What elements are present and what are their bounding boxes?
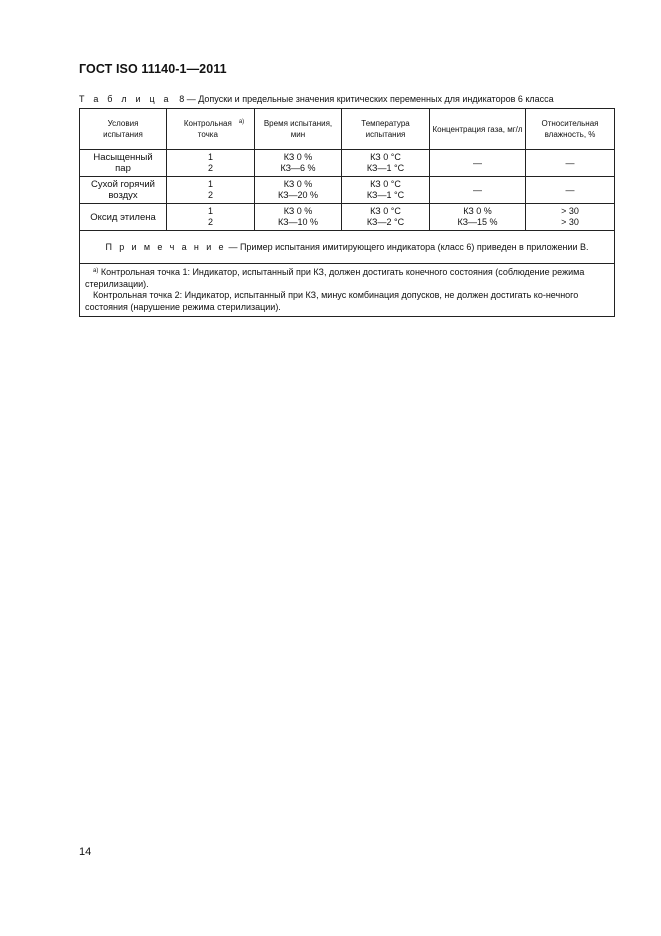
note-text: — Пример испытания имитирующего индикатора (класс 6) приведен в приложении В.	[228, 241, 589, 252]
cell-condition-text: Сухой горячий воздух	[91, 179, 155, 201]
cell-temperature: КЗ 0 °С КЗ—1 °С	[342, 150, 430, 177]
table-note	[85, 242, 609, 253]
table-row	[80, 204, 615, 231]
cell-condition: Оксид этилена	[80, 204, 167, 231]
cell-condition	[80, 177, 167, 204]
col-header-control-point-label: Контрольная точка	[183, 119, 232, 139]
table-header-row	[80, 109, 615, 150]
col-header-conditions-label: Условия испытания	[103, 119, 143, 139]
cell-points: 1 2	[167, 150, 255, 177]
cell-gas: —	[430, 177, 526, 204]
tolerance-table	[79, 108, 615, 317]
table-row	[80, 177, 615, 204]
col-header-conditions	[80, 109, 167, 150]
table-caption-label: Т а б л и ц а	[79, 94, 172, 104]
cell-gas: КЗ 0 % КЗ—15 %	[430, 204, 526, 231]
table-caption	[79, 94, 619, 104]
note-row	[80, 231, 615, 264]
cell-time: КЗ 0 % КЗ—20 %	[255, 177, 342, 204]
cell-time: КЗ 0 % КЗ—6 %	[255, 150, 342, 177]
footnote-cell	[80, 264, 615, 317]
footnote-point-1	[85, 267, 609, 290]
col-header-humidity-label: Относительная влажность, %	[541, 119, 599, 139]
note-cell	[80, 231, 615, 264]
footnote-mark: а)	[93, 268, 99, 274]
footnote-point-2: Контрольная точка 2: Индикатор, испытанный при КЗ, минус комбинация допусков, не должен достигать ко-нечного состояния (нарушение режима стерилизации).	[85, 290, 579, 312]
col-header-temperature-label: Температура испытания	[361, 119, 410, 139]
note-label: П р и м е ч а н и е	[105, 241, 226, 252]
page-number: 14	[79, 846, 92, 858]
footnote-mark: а)	[238, 119, 245, 125]
footnote-point-1-text: Контрольная точка 1: Индикатор, испытанный при КЗ, должен достигать конечного состояния (соблюдение режима стерилизации).	[85, 267, 585, 289]
document-header: ГОСТ ISO 11140-1—2011	[79, 62, 227, 76]
cell-temperature: КЗ 0 °С КЗ—2 °С	[342, 204, 430, 231]
col-header-gas-label: Концентрация газа, мг/л	[432, 124, 523, 134]
table-caption-text: 8 — Допуски и предельные значения критических переменных для индикаторов 6 класса	[179, 94, 554, 104]
cell-humidity: —	[526, 177, 615, 204]
cell-humidity: > 30 > 30	[526, 204, 615, 231]
col-header-gas-concentration	[430, 109, 526, 150]
cell-temperature: КЗ 0 °С КЗ—1 °С	[342, 177, 430, 204]
cell-condition	[80, 150, 167, 177]
col-header-time	[255, 109, 342, 150]
col-header-control-point	[167, 109, 255, 150]
col-header-humidity	[526, 109, 615, 150]
cell-condition-text: Насыщенный пар	[93, 152, 153, 174]
table-row	[80, 150, 615, 177]
footnote-row	[80, 264, 615, 317]
cell-points: 1 2	[167, 177, 255, 204]
col-header-time-label: Время испытания, мин	[263, 119, 333, 139]
cell-time: КЗ 0 % КЗ—10 %	[255, 204, 342, 231]
cell-humidity: —	[526, 150, 615, 177]
cell-points: 1 2	[167, 204, 255, 231]
cell-gas: —	[430, 150, 526, 177]
col-header-temperature	[342, 109, 430, 150]
